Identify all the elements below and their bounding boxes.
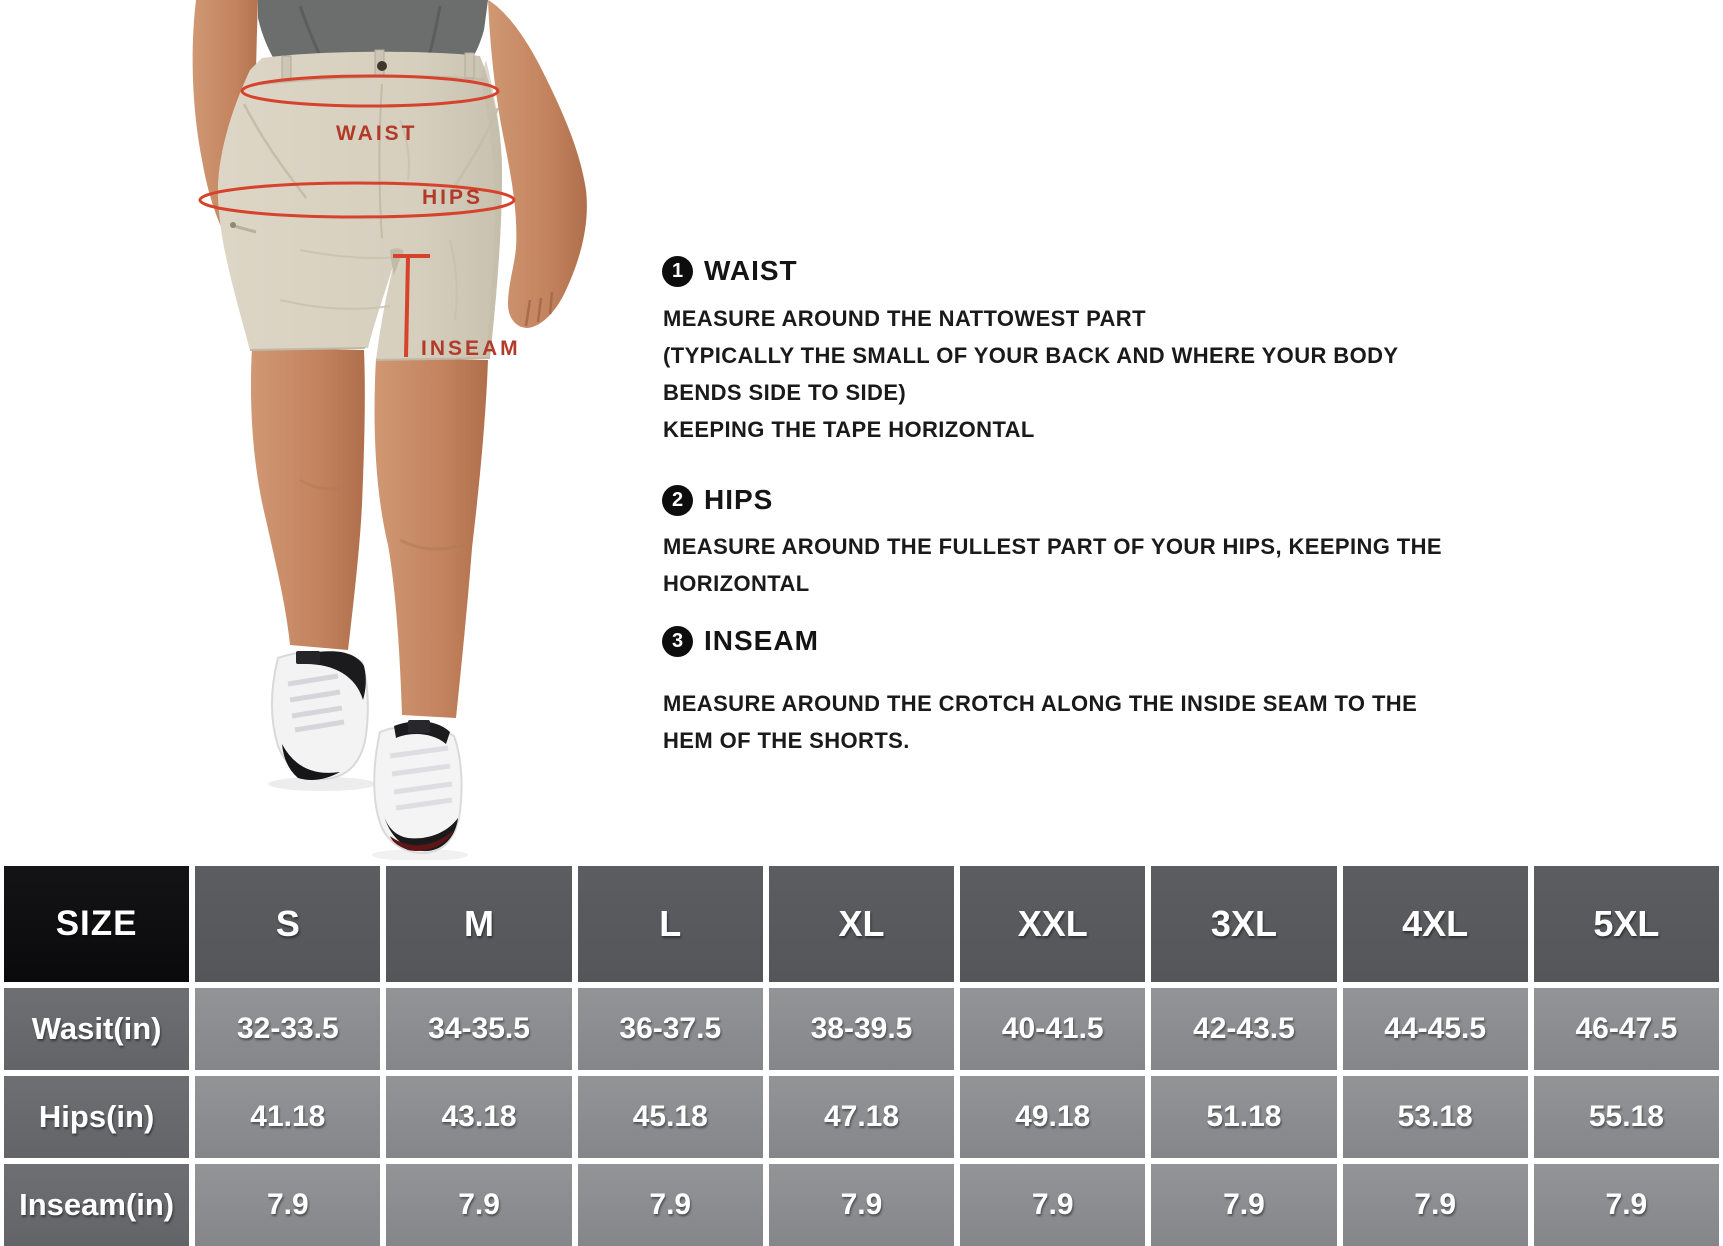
instruction-title: HIPS — [704, 484, 774, 515]
table-header-m: M — [386, 866, 571, 982]
table-cell-waist-xl: 38-39.5 — [769, 988, 954, 1070]
table-cell-inseam-4xl: 7.9 — [1343, 1164, 1528, 1246]
table-cell-hips-l: 45.18 — [578, 1076, 763, 1158]
instruction-title: INSEAM — [704, 625, 819, 656]
table-cell-hips-xl: 47.18 — [769, 1076, 954, 1158]
instruction-line: MEASURE AROUND THE CROTCH ALONG THE INSIDE SEAM TO THE — [663, 691, 1418, 716]
instruction-title: WAIST — [704, 255, 798, 286]
table-header-xl: XL — [769, 866, 954, 982]
inseam-measure-line — [406, 257, 408, 357]
table-header-l: L — [578, 866, 763, 982]
photo-waist-label: WAIST — [336, 122, 418, 145]
table-cell-waist-5xl: 46-47.5 — [1534, 988, 1719, 1070]
model-photo — [150, 0, 650, 860]
table-cell-inseam-xl: 7.9 — [769, 1164, 954, 1246]
right-shoe-graphic — [374, 720, 461, 853]
photo-hips-label: HIPS — [422, 186, 484, 209]
table-cell-waist-s: 32-33.5 — [195, 988, 380, 1070]
photo-inseam-label: INSEAM — [421, 337, 521, 360]
table-row-label-hips: Hips(in) — [4, 1076, 189, 1158]
table-cell-hips-3xl: 51.18 — [1151, 1076, 1336, 1158]
table-header-4xl: 4XL — [1343, 866, 1528, 982]
table-row-label-inseam: Inseam(in) — [4, 1164, 189, 1246]
number-badge-1: 1 — [662, 256, 693, 287]
number-badge-3: 3 — [662, 626, 693, 657]
instruction-line: KEEPING THE TAPE HORIZONTAL — [663, 417, 1035, 442]
table-cell-hips-5xl: 55.18 — [1534, 1076, 1719, 1158]
table-header-size: SIZE — [4, 866, 189, 982]
instruction-body-inseam — [663, 685, 1417, 759]
instruction-heading-inseam — [662, 625, 819, 657]
instruction-heading-hips — [662, 484, 773, 516]
table-header-s: S — [195, 866, 380, 982]
instruction-line: MEASURE AROUND THE FULLEST PART OF YOUR HIPS, KEEPING THE — [663, 534, 1442, 559]
table-cell-inseam-l: 7.9 — [578, 1164, 763, 1246]
instruction-body-waist — [663, 300, 1398, 448]
table-cell-waist-l: 36-37.5 — [578, 988, 763, 1070]
table-cell-inseam-s: 7.9 — [195, 1164, 380, 1246]
instruction-line: BENDS SIDE TO SIDE) — [663, 380, 907, 405]
table-cell-inseam-3xl: 7.9 — [1151, 1164, 1336, 1246]
table-row-label-waist: Wasit(in) — [4, 988, 189, 1070]
size-chart-table — [0, 862, 1723, 1246]
table-cell-inseam-5xl: 7.9 — [1534, 1164, 1719, 1246]
instruction-line: (TYPICALLY THE SMALL OF YOUR BACK AND WHERE YOUR BODY — [663, 343, 1399, 368]
left-shoe-graphic — [272, 651, 368, 780]
table-cell-hips-m: 43.18 — [386, 1076, 571, 1158]
table-cell-waist-4xl: 44-45.5 — [1343, 988, 1528, 1070]
table-cell-waist-xxl: 40-41.5 — [960, 988, 1145, 1070]
table-header-xxl: XXL — [960, 866, 1145, 982]
table-cell-waist-m: 34-35.5 — [386, 988, 571, 1070]
table-cell-inseam-xxl: 7.9 — [960, 1164, 1145, 1246]
instruction-line: HEM OF THE SHORTS. — [663, 728, 910, 753]
instruction-line: HORIZONTAL — [663, 571, 810, 596]
instruction-body-hips — [663, 528, 1442, 602]
instruction-line: MEASURE AROUND THE NATTOWEST PART — [663, 306, 1146, 331]
table-cell-hips-4xl: 53.18 — [1343, 1076, 1528, 1158]
number-badge-2: 2 — [662, 485, 693, 516]
instruction-heading-waist — [662, 255, 798, 287]
table-cell-hips-s: 41.18 — [195, 1076, 380, 1158]
table-cell-waist-3xl: 42-43.5 — [1151, 988, 1336, 1070]
table-header-5xl: 5XL — [1534, 866, 1719, 982]
table-cell-inseam-m: 7.9 — [386, 1164, 571, 1246]
table-cell-hips-xxl: 49.18 — [960, 1076, 1145, 1158]
table-header-3xl: 3XL — [1151, 866, 1336, 982]
